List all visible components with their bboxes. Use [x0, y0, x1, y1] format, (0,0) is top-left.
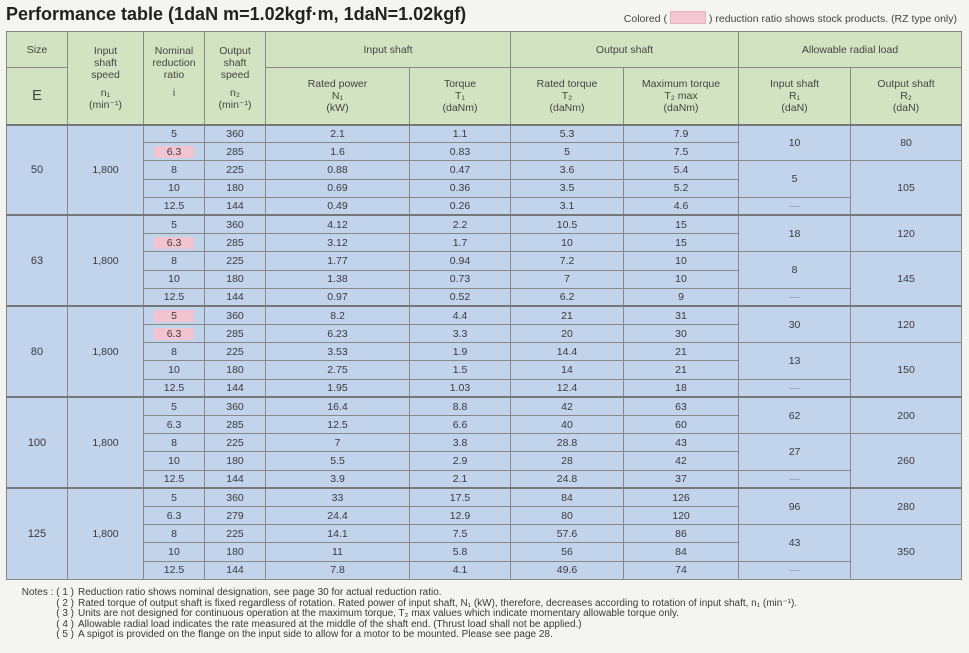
radial-output-cell: 150 [851, 343, 962, 398]
rated-power-cell: 6.23 [266, 325, 410, 343]
legend-prefix: Colored ( [623, 13, 667, 25]
ratio-value: 12.5 [163, 472, 185, 485]
ratio-value: 8 [171, 436, 177, 449]
table-row [7, 525, 962, 543]
rated-torque-cell: 3.6 [511, 161, 624, 179]
ratio-value: 6.3 [154, 146, 194, 158]
table-row [7, 197, 962, 215]
torque-cell: 4.4 [410, 306, 511, 324]
ratio-value: 8 [171, 527, 177, 540]
ratio-cell [144, 488, 205, 506]
table-row [7, 379, 962, 397]
ratio-cell [144, 361, 205, 379]
size-cell: 100 [7, 397, 68, 488]
rated-torque-cell: 10 [511, 234, 624, 252]
max-torque-cell: 120 [624, 506, 739, 524]
rated-power-cell: 4.12 [266, 215, 410, 233]
output-speed-cell: 285 [205, 234, 266, 252]
torque-cell: 0.73 [410, 270, 511, 288]
size-cell: 63 [7, 215, 68, 306]
legend-suffix: ) reduction ratio shows stock products. (RZ type only) [708, 13, 957, 25]
table-row [7, 125, 962, 143]
ratio-cell [144, 416, 205, 434]
radial-output-cell: 80 [851, 125, 962, 161]
ratio-cell [144, 506, 205, 524]
torque-cell: 1.7 [410, 234, 511, 252]
radial-output-cell: 120 [851, 215, 962, 251]
torque-cell: 7.5 [410, 525, 511, 543]
rated-torque-cell: 12.4 [511, 379, 624, 397]
radial-output-cell: 200 [851, 397, 962, 433]
rated-power-cell: 33 [266, 488, 410, 506]
ratio-cell [144, 306, 205, 324]
header-rated-power: Rated power N₁ (kW) [266, 68, 410, 125]
note-3: ( 3 ) Units are not designed for continuous operation at the maximum torque, T₂ max values which indicate momentary allowable torque only. [56, 608, 680, 620]
ratio-cell [144, 179, 205, 197]
output-speed-cell: 144 [205, 561, 266, 579]
table-row [7, 488, 962, 506]
radial-input-cell: 13 [739, 343, 851, 379]
torque-cell: 2.9 [410, 452, 511, 470]
header-r-input: Input shaft R₁ (daN) [739, 68, 851, 125]
rated-power-cell: 0.88 [266, 161, 410, 179]
ratio-value: 6.3 [154, 237, 194, 249]
table-row [7, 252, 962, 270]
output-speed-cell: 360 [205, 215, 266, 233]
rated-torque-cell: 5 [511, 143, 624, 161]
torque-cell: 2.2 [410, 215, 511, 233]
ratio-value: 10 [168, 545, 180, 558]
output-speed-cell: 225 [205, 252, 266, 270]
header-radial-load: Allowable radial load [739, 32, 962, 68]
max-torque-cell: 9 [624, 288, 739, 306]
max-torque-cell: 84 [624, 543, 739, 561]
radial-input-cell: 8 [739, 252, 851, 288]
rated-torque-cell: 3.5 [511, 179, 624, 197]
torque-cell: 0.94 [410, 252, 511, 270]
torque-cell: 12.9 [410, 506, 511, 524]
torque-cell: 0.36 [410, 179, 511, 197]
rated-torque-cell: 49.6 [511, 561, 624, 579]
rated-torque-cell: 5.3 [511, 125, 624, 143]
radial-input-cell: — [739, 379, 851, 397]
rated-power-cell: 12.5 [266, 416, 410, 434]
radial-input-cell: 18 [739, 215, 851, 251]
torque-cell: 5.8 [410, 543, 511, 561]
rated-power-cell: 11 [266, 543, 410, 561]
header-output-shaft: Output shaft [511, 32, 739, 68]
rated-power-cell: 7.8 [266, 561, 410, 579]
ratio-cell [144, 525, 205, 543]
radial-input-cell: — [739, 561, 851, 579]
table-row [7, 470, 962, 488]
output-speed-cell: 225 [205, 525, 266, 543]
rated-torque-cell: 7 [511, 270, 624, 288]
max-torque-cell: 5.4 [624, 161, 739, 179]
rated-power-cell: 1.6 [266, 143, 410, 161]
rated-torque-cell: 84 [511, 488, 624, 506]
ratio-value: 8 [171, 345, 177, 358]
ratio-cell [144, 379, 205, 397]
table-row [7, 397, 962, 415]
ratio-value: 8 [171, 163, 177, 176]
radial-input-cell: 10 [739, 125, 851, 161]
output-speed-cell: 144 [205, 288, 266, 306]
ratio-value: 6.3 [154, 328, 194, 340]
output-speed-cell: 180 [205, 543, 266, 561]
notes-section [8, 588, 963, 641]
rated-torque-cell: 6.2 [511, 288, 624, 306]
ratio-value: 5 [154, 310, 194, 322]
torque-cell: 3.3 [410, 325, 511, 343]
max-torque-cell: 43 [624, 434, 739, 452]
torque-cell: 17.5 [410, 488, 511, 506]
rated-power-cell: 1.38 [266, 270, 410, 288]
table-row [7, 306, 962, 324]
header-rated-torque: Rated torque T₂ (daNm) [511, 68, 624, 125]
rated-power-cell: 14.1 [266, 525, 410, 543]
torque-cell: 0.52 [410, 288, 511, 306]
rated-power-cell: 2.1 [266, 125, 410, 143]
header-ratio: Nominal reduction ratio i [144, 32, 205, 125]
rated-power-cell: 8.2 [266, 306, 410, 324]
ratio-cell [144, 270, 205, 288]
rated-power-cell: 3.12 [266, 234, 410, 252]
rated-torque-cell: 42 [511, 397, 624, 415]
table-row [7, 434, 962, 452]
rated-torque-cell: 14 [511, 361, 624, 379]
ratio-cell [144, 397, 205, 415]
output-speed-cell: 180 [205, 270, 266, 288]
radial-input-cell: 43 [739, 525, 851, 561]
max-torque-cell: 10 [624, 270, 739, 288]
rated-torque-cell: 28 [511, 452, 624, 470]
max-torque-cell: 5.2 [624, 179, 739, 197]
ratio-value: 10 [168, 273, 180, 286]
output-speed-cell: 144 [205, 470, 266, 488]
torque-cell: 0.26 [410, 197, 511, 215]
ratio-cell [144, 343, 205, 361]
ratio-value: 12.5 [163, 291, 185, 304]
header-input-shaft: Input shaft [266, 32, 511, 68]
note-5: ( 5 ) A spigot is provided on the flange on the input side to allow for a motor to be mounted. Please see page 28. [56, 629, 553, 641]
max-torque-cell: 86 [624, 525, 739, 543]
header-size-code: E [7, 68, 68, 125]
ratio-value: 12.5 [163, 381, 185, 394]
ratio-value: 12.5 [163, 564, 185, 577]
torque-cell: 1.03 [410, 379, 511, 397]
input-speed-cell: 1,800 [68, 397, 144, 488]
max-torque-cell: 21 [624, 343, 739, 361]
radial-input-cell: — [739, 197, 851, 215]
ratio-value: 5 [171, 127, 177, 140]
header-size: Size [7, 32, 68, 68]
max-torque-cell: 30 [624, 325, 739, 343]
ratio-value: 6.3 [166, 509, 182, 522]
rated-power-cell: 0.97 [266, 288, 410, 306]
table-row [7, 561, 962, 579]
ratio-cell [144, 543, 205, 561]
torque-cell: 1.9 [410, 343, 511, 361]
page-title: Performance table (1daN m=1.02kgf·m, 1daN=1.02kgf) [6, 4, 467, 24]
radial-input-cell: 27 [739, 434, 851, 470]
max-torque-cell: 10 [624, 252, 739, 270]
torque-cell: 1.1 [410, 125, 511, 143]
output-speed-cell: 225 [205, 161, 266, 179]
ratio-cell [144, 452, 205, 470]
radial-output-cell: 120 [851, 306, 962, 342]
rated-power-cell: 2.75 [266, 361, 410, 379]
ratio-cell [144, 125, 205, 143]
output-speed-cell: 225 [205, 434, 266, 452]
rated-power-cell: 1.77 [266, 252, 410, 270]
torque-cell: 2.1 [410, 470, 511, 488]
radial-output-cell: 260 [851, 434, 962, 489]
ratio-value: 5 [171, 400, 177, 413]
output-speed-cell: 180 [205, 361, 266, 379]
rated-power-cell: 24.4 [266, 506, 410, 524]
output-speed-cell: 180 [205, 179, 266, 197]
stock-color-swatch [670, 11, 706, 24]
size-cell: 125 [7, 488, 68, 579]
output-speed-cell: 180 [205, 452, 266, 470]
ratio-cell [144, 234, 205, 252]
radial-input-cell: 96 [739, 488, 851, 524]
ratio-cell [144, 197, 205, 215]
stock-legend [624, 11, 957, 25]
ratio-cell [144, 288, 205, 306]
ratio-value: 5 [171, 491, 177, 504]
rated-torque-cell: 56 [511, 543, 624, 561]
max-torque-cell: 37 [624, 470, 739, 488]
rated-torque-cell: 80 [511, 506, 624, 524]
ratio-value: 12.5 [163, 200, 185, 213]
rated-power-cell: 3.9 [266, 470, 410, 488]
table-row [7, 215, 962, 233]
rated-torque-cell: 28.8 [511, 434, 624, 452]
max-torque-cell: 63 [624, 397, 739, 415]
ratio-value: 10 [168, 454, 180, 467]
note-2: ( 2 ) Rated torque of output shaft is fixed regardless of rotation. Rated power of input shaft, N₁ (kW), therefore, decreases according to rotation of input shaft, n₁ (min⁻¹). [56, 597, 798, 609]
output-speed-cell: 279 [205, 506, 266, 524]
torque-cell: 4.1 [410, 561, 511, 579]
torque-cell: 0.47 [410, 161, 511, 179]
rated-torque-cell: 7.2 [511, 252, 624, 270]
output-speed-cell: 285 [205, 325, 266, 343]
torque-cell: 0.83 [410, 143, 511, 161]
radial-input-cell: — [739, 288, 851, 306]
torque-cell: 8.8 [410, 397, 511, 415]
note-4: ( 4 ) Allowable radial load indicates the rate measured at the middle of the shaft end. (Thrust load shall not be applied.) [56, 618, 582, 630]
output-speed-cell: 360 [205, 488, 266, 506]
input-speed-cell: 1,800 [68, 488, 144, 579]
output-speed-cell: 144 [205, 379, 266, 397]
rated-power-cell: 1.95 [266, 379, 410, 397]
radial-output-cell: 105 [851, 161, 962, 216]
ratio-cell [144, 252, 205, 270]
rated-torque-cell: 40 [511, 416, 624, 434]
radial-output-cell: 350 [851, 525, 962, 580]
max-torque-cell: 7.9 [624, 125, 739, 143]
radial-input-cell: 62 [739, 397, 851, 433]
size-cell: 80 [7, 306, 68, 397]
input-speed-cell: 1,800 [68, 215, 144, 306]
max-torque-cell: 18 [624, 379, 739, 397]
torque-cell: 6.6 [410, 416, 511, 434]
radial-output-cell: 145 [851, 252, 962, 307]
rated-torque-cell: 3.1 [511, 197, 624, 215]
max-torque-cell: 7.5 [624, 143, 739, 161]
rated-power-cell: 0.69 [266, 179, 410, 197]
rated-power-cell: 3.53 [266, 343, 410, 361]
size-cell: 50 [7, 125, 68, 216]
ratio-cell [144, 561, 205, 579]
header-input-speed: Input shaft speed n₁ (min⁻¹) [68, 32, 144, 125]
max-torque-cell: 15 [624, 234, 739, 252]
ratio-cell [144, 470, 205, 488]
rated-torque-cell: 14.4 [511, 343, 624, 361]
max-torque-cell: 15 [624, 215, 739, 233]
max-torque-cell: 4.6 [624, 197, 739, 215]
rated-torque-cell: 20 [511, 325, 624, 343]
ratio-value: 6.3 [166, 418, 182, 431]
output-speed-cell: 360 [205, 397, 266, 415]
rated-torque-cell: 21 [511, 306, 624, 324]
table-row [7, 343, 962, 361]
ratio-value: 10 [168, 182, 180, 195]
table-row [7, 288, 962, 306]
radial-output-cell: 280 [851, 488, 962, 524]
radial-input-cell: — [739, 470, 851, 488]
input-speed-cell: 1,800 [68, 306, 144, 397]
ratio-value: 5 [171, 218, 177, 231]
max-torque-cell: 42 [624, 452, 739, 470]
rated-power-cell: 5.5 [266, 452, 410, 470]
note-1: Notes : ( 1 ) Reduction ratio shows nominal designation, see page 30 for actual reduction ratio. [21, 587, 442, 598]
ratio-value: 8 [171, 254, 177, 267]
rated-torque-cell: 10.5 [511, 215, 624, 233]
torque-cell: 1.5 [410, 361, 511, 379]
header-max-torque: Maximum torque T₂ max (daNm) [624, 68, 739, 125]
output-speed-cell: 285 [205, 143, 266, 161]
table-body [7, 125, 962, 580]
max-torque-cell: 21 [624, 361, 739, 379]
rated-power-cell: 7 [266, 434, 410, 452]
output-speed-cell: 285 [205, 416, 266, 434]
max-torque-cell: 74 [624, 561, 739, 579]
rated-power-cell: 0.49 [266, 197, 410, 215]
rated-power-cell: 16.4 [266, 397, 410, 415]
max-torque-cell: 126 [624, 488, 739, 506]
rated-torque-cell: 24.8 [511, 470, 624, 488]
output-speed-cell: 144 [205, 197, 266, 215]
rated-torque-cell: 57.6 [511, 525, 624, 543]
ratio-cell [144, 325, 205, 343]
max-torque-cell: 60 [624, 416, 739, 434]
header-torque: Torque T₁ (daNm) [410, 68, 511, 125]
radial-input-cell: 5 [739, 161, 851, 197]
output-speed-cell: 360 [205, 125, 266, 143]
torque-cell: 3.8 [410, 434, 511, 452]
header-output-speed: Output shaft speed n₂ (min⁻¹) [205, 32, 266, 125]
ratio-cell [144, 143, 205, 161]
radial-input-cell: 30 [739, 306, 851, 342]
table-row [7, 161, 962, 179]
header-r-output: Output shaft R₂ (daN) [851, 68, 962, 125]
ratio-cell [144, 434, 205, 452]
input-speed-cell: 1,800 [68, 125, 144, 216]
output-speed-cell: 360 [205, 306, 266, 324]
max-torque-cell: 31 [624, 306, 739, 324]
ratio-cell [144, 215, 205, 233]
ratio-cell [144, 161, 205, 179]
performance-table [6, 31, 962, 580]
ratio-value: 10 [168, 364, 180, 377]
output-speed-cell: 225 [205, 343, 266, 361]
